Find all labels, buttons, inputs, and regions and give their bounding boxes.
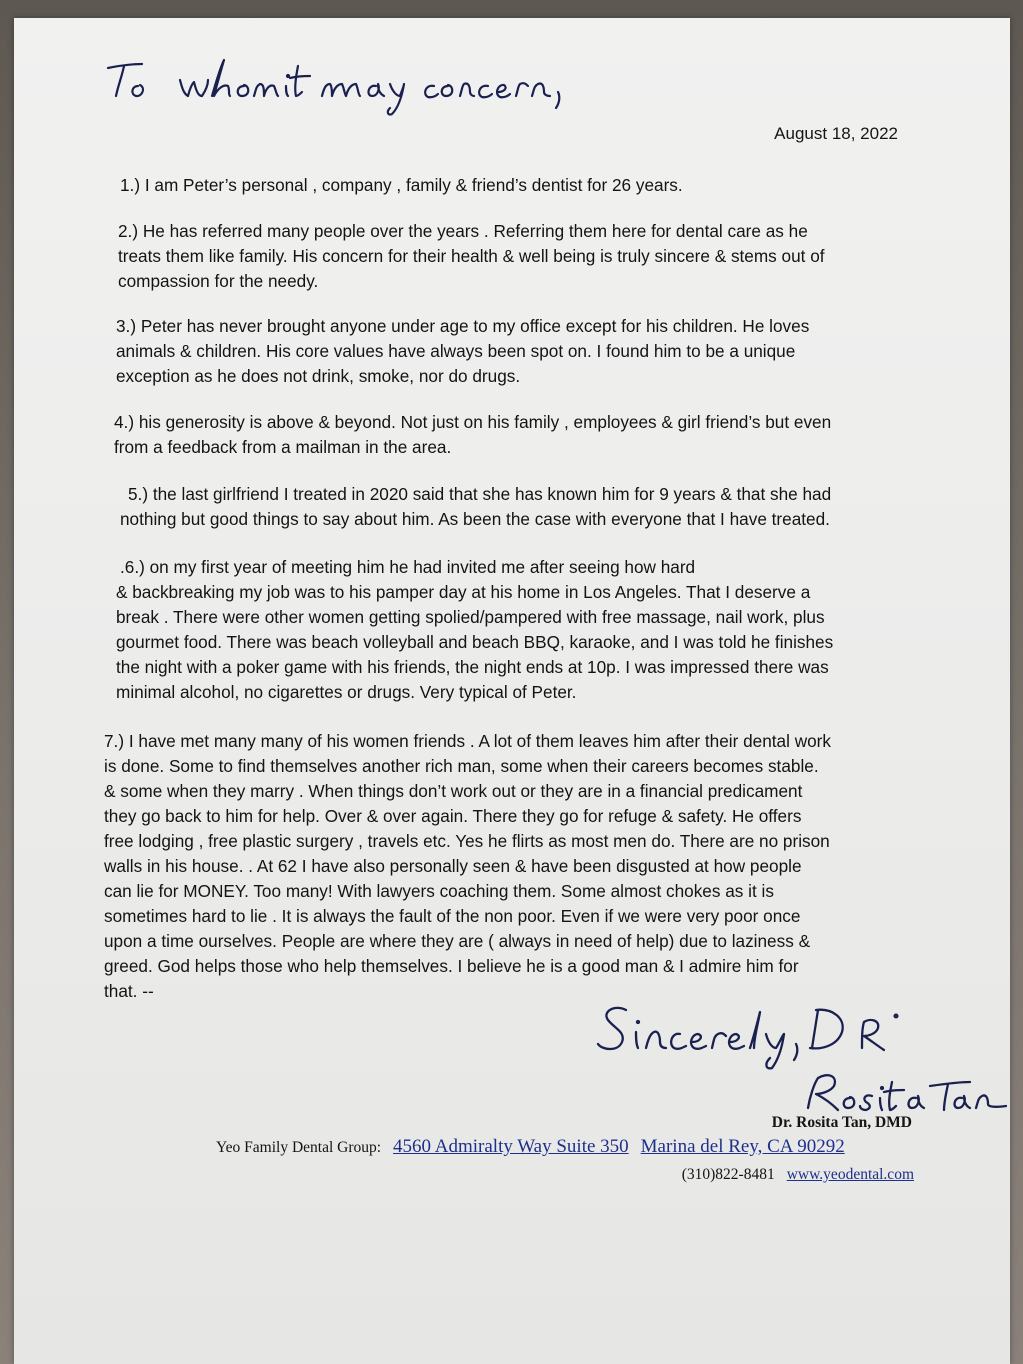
contact-line [560,1166,914,1184]
paragraph-line: treats them like family. His concern for their health & well being is truly sincere & stems out of [118,246,825,266]
signer-name: Dr. Rosita Tan, DMD [771,1114,912,1131]
paragraph-line: sometimes hard to lie . It is always the fault of the non poor. Even if we were very poor once [104,906,801,926]
paragraph-line: exception as he does not drink, smoke, nor do drugs. [116,366,521,386]
address-city-link[interactable]: Marina del Rey, CA 90292 [640,1136,845,1157]
paragraph-line: 3.) Peter has never brought anyone under age to my office except for his children. He loves [116,316,810,336]
letter-date: August 18, 2022 [774,124,898,143]
paragraph-line: is done. Some to find themselves another rich man, some when their careers becomes stable. [104,756,819,776]
paragraph-line: & backbreaking my job was to his pamper day at his home in Los Angeles. That I deserve a [116,582,811,602]
paragraph-line: animals & children. His core values have always been spot on. I found him to be a unique [116,341,796,361]
paragraph-line: 7.) I have met many many of his women friends . A lot of them leaves him after their dental work [104,731,831,751]
paragraph-5 [120,482,831,532]
paragraph-line: minimal alcohol, no cigarettes or drugs. Very typical of Peter. [116,682,577,702]
paragraph-line: 1.) I am Peter’s personal , company , family & friend’s dentist for 26 years. [120,175,683,195]
paragraph-line: break . There were other women getting spolied/pampered with free massage, nail work, plus [116,607,825,627]
paragraph-line: from a feedback from a mailman in the area. [114,437,452,457]
paragraph-2 [118,219,825,294]
paragraph-6 [116,555,833,705]
paragraph-line: gourmet food. There was beach volleyball and beach BBQ, karaoke, and I was told he finishes [116,632,834,652]
address-street-link[interactable]: 4560 Admiralty Way Suite 350 [393,1136,629,1157]
paragraph-line: that. -- [104,981,154,1001]
paragraph-line: 5.) the last girlfriend I treated in 2020 said that she has known him for 9 years & that she had [128,484,832,504]
paragraph-line: can lie for MONEY. Too many! With lawyers coaching them. Some almost chokes as it is [104,881,774,901]
handwritten-salutation [104,52,624,122]
practice-name: Yeo Family Dental Group: [216,1139,382,1156]
paragraph-line: walls in his house. . At 62 I have also personally seen & have been disgusted at how people [104,856,802,876]
paragraph-4 [114,410,831,460]
paragraph-line: free lodging , free plastic surgery , travels etc. Yes he flirts as most men do. There are no prison [104,831,830,851]
handwritten-signature [596,998,1010,1128]
paragraph-line: upon a time ourselves. People are where they are ( always in need of help) due to laziness & [104,931,811,951]
paragraph-line: compassion for the needy. [118,271,319,291]
practice-address-line [216,1136,916,1158]
phone-number: (310)822-8481 [681,1166,775,1183]
paragraph-line: nothing but good things to say about him. As been the case with everyone that I have treated. [120,509,830,529]
paragraph-line: 4.) his generosity is above & beyond. Not just on his family , employees & girl friend’s but even [114,412,832,432]
salutation-handwriting [104,52,624,122]
paragraph-line: they go back to him for help. Over & over again. There they go for refuge & safety. He offers [104,806,802,826]
paragraph-line: .6.) on my first year of meeting him he had invited me after seeing how hard [120,557,696,577]
paragraph-3 [116,314,809,389]
paragraph-line: greed. God helps those who help themselves. I believe he is a good man & I admire him for [104,956,799,976]
paragraph-1 [120,173,683,198]
paragraph-line: the night with a poker game with his friends, the night ends at 10p. I was impressed there was [116,657,829,677]
paragraph-line: & some when they marry . When things don’t work out or they are in a financial predicament [104,781,803,801]
paragraph-7 [104,729,831,1004]
website-link[interactable]: www.yeodental.com [786,1166,914,1183]
signature-handwriting [596,998,1010,1128]
paragraph-line: 2.) He has referred many people over the years . Referring them here for dental care as he [118,221,808,241]
